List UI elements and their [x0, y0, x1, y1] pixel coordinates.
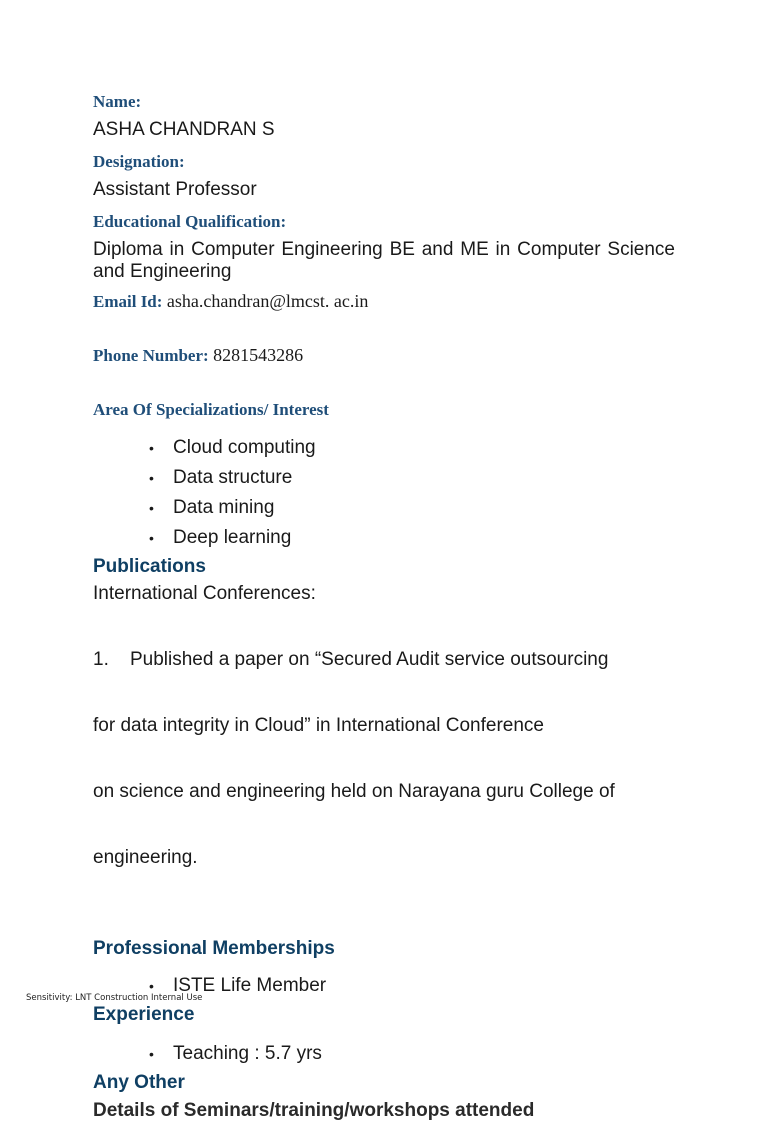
list-item: • Deep learning — [149, 523, 675, 553]
profile-document — [93, 91, 675, 1123]
designation-value: Assistant Professor — [93, 179, 257, 200]
specialization-list — [93, 433, 675, 553]
list-item: • Cloud computing — [149, 433, 675, 463]
list-item: • Teaching : 5.7 yrs — [149, 1039, 675, 1069]
qualification-value: Diploma in Computer Engineering BE and ME in Computer Science and Engineering — [93, 239, 675, 282]
memberships-heading: Professional Memberships — [93, 938, 335, 959]
experience-list — [93, 1039, 675, 1069]
phone-label: Phone Number: — [93, 346, 209, 365]
seminars-heading: Details of Seminars/training/workshops attended — [93, 1100, 535, 1121]
bullet-icon: • — [149, 530, 154, 546]
bullet-icon: • — [149, 500, 154, 516]
experience-heading: Experience — [93, 1004, 195, 1025]
designation-label: Designation: — [93, 152, 185, 171]
name-label: Name: — [93, 92, 142, 111]
publications-subheading: International Conferences: — [93, 583, 316, 604]
email-row — [93, 291, 675, 313]
bullet-icon: • — [149, 470, 154, 486]
publication-item: 1. Published a paper on “Secured Audit service outsourcing for data integrity in Cloud” in International Conference on science and engineering held on Narayana guru College of engineering. — [93, 649, 615, 868]
list-item: • Data mining — [149, 493, 675, 523]
specialization-heading: Area Of Specializations/ Interest — [93, 400, 329, 419]
list-item: • Data structure — [149, 463, 675, 493]
bullet-icon: • — [149, 1046, 154, 1062]
email-value: asha.chandran@lmcst. ac.in — [166, 291, 369, 311]
name-value: ASHA CHANDRAN S — [93, 119, 275, 140]
bullet-icon: • — [149, 440, 154, 456]
qualification-label: Educational Qualification: — [93, 212, 287, 231]
sensitivity-footer: Sensitivity: LNT Construction Internal Use — [26, 993, 203, 1003]
email-label: Email Id: — [93, 292, 163, 311]
publications-heading: Publications — [93, 556, 206, 577]
phone-value: 8281543286 — [213, 345, 304, 365]
list-item: • ISTE Life Member — [149, 971, 675, 1001]
bullet-icon: • — [149, 978, 154, 994]
any-other-heading: Any Other — [93, 1072, 185, 1093]
phone-row — [93, 345, 675, 367]
